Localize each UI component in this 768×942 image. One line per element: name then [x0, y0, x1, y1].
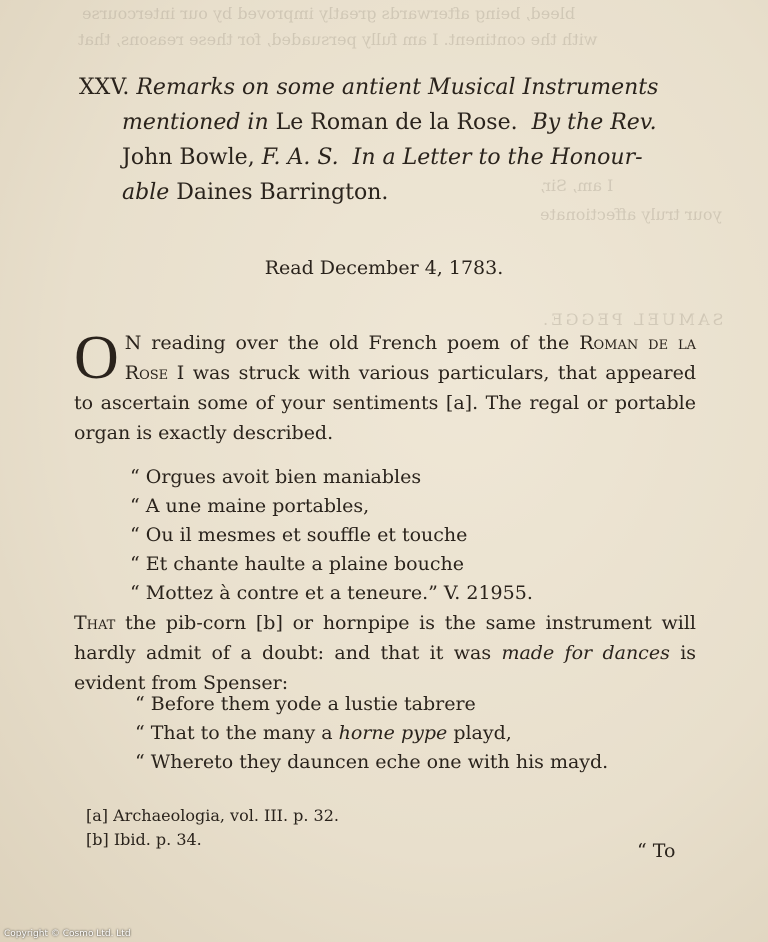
verse-1-line: “ Mottez à contre et a teneure.” V. 21955. [130, 582, 533, 604]
verse-2-line-2a: “ That to the many a [135, 722, 333, 744]
title-text-2a: mentioned in [122, 110, 269, 135]
bleed-through-line-5: SAMUEL PEGGE. [540, 310, 724, 329]
catchword: “ To [637, 840, 676, 862]
paragraph-1 [74, 324, 696, 448]
title-text-3a: John Bowle, [122, 145, 255, 170]
verse-quotation-2 [135, 690, 608, 777]
paragraph-2-text-2: is evident from Spenser: [74, 642, 697, 694]
footnote-a: [a] Archaeologia, vol. III. p. 32. [86, 806, 339, 825]
verse-1-line: “ Orgues avoit bien maniables [130, 466, 422, 488]
article-title [79, 70, 719, 210]
copyright-watermark: Copyright © Cosmo Ltd. Ltd [4, 929, 131, 939]
verse-quotation-1 [130, 463, 533, 608]
drop-cap: O [74, 324, 119, 392]
bleed-through-line-2: with the continent. I am fully persuaded, for these reasons, that [78, 30, 598, 49]
verse-2-line-2 [135, 719, 608, 748]
roman-de-la-rose: Roman de la Rose [124, 332, 696, 384]
title-text-1: Remarks on some antient Musical Instruments [136, 75, 659, 100]
title-text-3b: F. A. S. [261, 145, 339, 170]
paragraph-2-made-for: made for dances [501, 642, 670, 664]
bleed-through-line-3: I am, Sir, [540, 176, 614, 195]
paragraph-1-lead: N reading over the old French poem of the [124, 332, 570, 354]
read-date: Read December 4, 1783. [264, 257, 504, 279]
verse-2-line-3: “ Whereto they dauncen eche one with his mayd. [135, 751, 609, 773]
footnotes [86, 804, 339, 852]
paragraph-2-text-1: the pib-corn [b] or hornpipe is the same instrument will hardly admit of a doubt: and that it was [74, 612, 696, 664]
verse-1-line: “ Ou il mesmes et souffle et touche [130, 524, 468, 546]
title-text-2b: Le Roman de la Rose. [275, 110, 518, 135]
footnote-b: [b] Ibid. p. 34. [86, 830, 202, 849]
paragraph-2 [74, 608, 696, 698]
title-text-3c: In a Letter to the Honour- [352, 145, 643, 170]
verse-2-line-1: “ Before them yode a lustie tabrere [135, 693, 476, 715]
title-text-4a: able [122, 180, 170, 205]
bleed-through-line-1: bleed, being afterwards greatly improved by our intercourse [82, 4, 576, 23]
paragraph-2-that: That [74, 612, 116, 634]
verse-1-line: “ Et chante haulte a plaine bouche [130, 553, 464, 575]
verse-2-line-2b: horne pype [338, 722, 448, 744]
verse-1-line: “ A une maine portables, [130, 495, 370, 517]
paragraph-1-rest: I was struck with various particulars, that appeared to ascertain some of your sentiments [a]. The regal or portable organ is exactly described. [74, 362, 696, 444]
article-number: XXV. [79, 75, 130, 100]
bleed-through-line-4: your truly affectionate [540, 205, 722, 224]
verse-2-line-2c: playd, [453, 722, 512, 744]
title-text-4b: Daines Barrington. [176, 180, 389, 205]
title-text-2c: By the Rev. [531, 110, 657, 135]
